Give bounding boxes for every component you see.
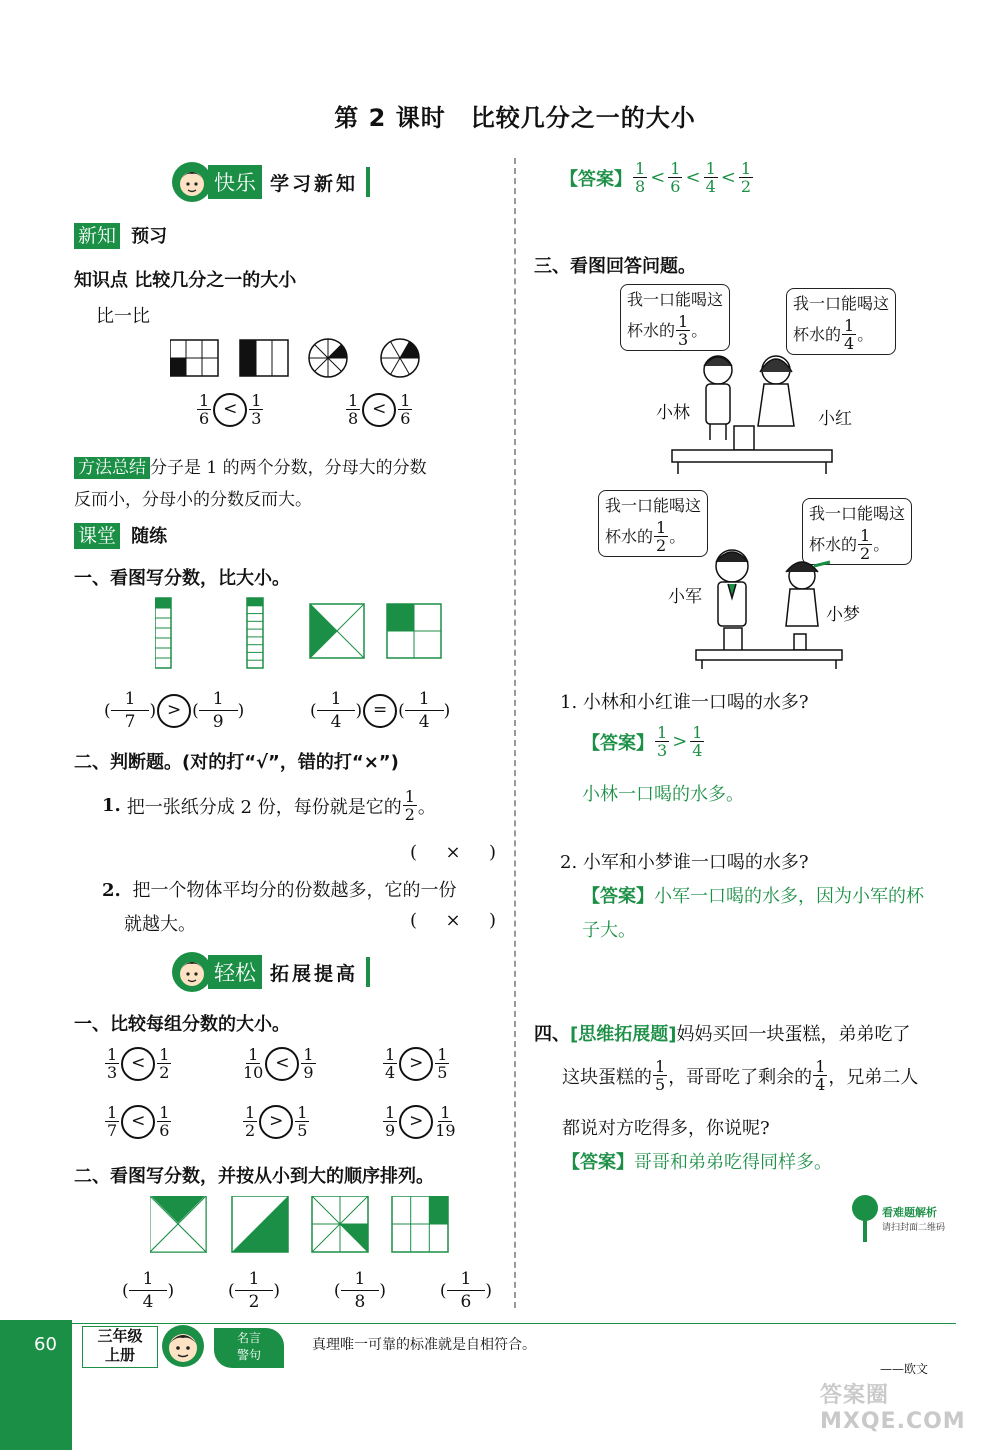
rect-thirds-icon bbox=[240, 340, 288, 376]
circle-eighths-icon bbox=[309, 339, 347, 377]
compare-symbol: < bbox=[213, 393, 247, 427]
bar-sevenths-icon bbox=[155, 598, 171, 668]
q2-item-2-cont: 就越大。 bbox=[124, 914, 196, 935]
q2-item-2: 2. 把一个物体平均分的份数越多，它的一份 bbox=[102, 880, 457, 901]
q3-title: 一、比较每组分数的大小。 bbox=[74, 1014, 290, 1035]
section-tag: 课堂 bbox=[74, 523, 120, 549]
small-cup-icon bbox=[794, 634, 806, 650]
column-divider bbox=[514, 158, 516, 1308]
motto-badge: 名言 警句 bbox=[214, 1328, 284, 1368]
q1-figures bbox=[155, 596, 455, 672]
girl-xiaohong-icon bbox=[758, 356, 794, 426]
method-summary: 方法总结 分子是 1 的两个分数，分母大的分数 反而小，分母小的分数反而大。 bbox=[74, 458, 427, 510]
name-xiaomeng: 小梦 bbox=[826, 605, 860, 625]
cup-icon bbox=[734, 426, 754, 450]
section-label: 预习 bbox=[131, 226, 168, 247]
speech-bubble-xiaolin: 我一口能喝这 杯水的 $\frac{1}{3}$ 。 bbox=[620, 284, 730, 351]
girl-xiaomeng-icon bbox=[786, 562, 830, 626]
banner-extend bbox=[172, 950, 370, 994]
section-label: 随练 bbox=[131, 526, 168, 547]
q4-figures bbox=[150, 1196, 455, 1254]
square-half-icon bbox=[232, 1196, 288, 1252]
grade-box: 三年级 上册 bbox=[82, 1326, 158, 1368]
footer-avatar-icon bbox=[160, 1324, 206, 1372]
scene2-illustration bbox=[690, 542, 846, 670]
banner-bar bbox=[366, 957, 370, 987]
square-diagonal-quarters-icon bbox=[310, 604, 364, 658]
q2-item-1: 1. 把一张纸分成 2 份，每份就是它的 $\frac{1}{2}$ 。 bbox=[102, 787, 436, 824]
banner-text: 拓展提高 bbox=[270, 962, 359, 985]
q1-title: 一、看图写分数，比大小。 bbox=[74, 568, 290, 589]
section-practice bbox=[74, 522, 167, 549]
q3-item: $\frac{1}{3}$ < $\frac{1}{2}$ bbox=[107, 1045, 170, 1082]
bar-ninths-icon bbox=[247, 598, 263, 668]
q3-item: $\frac{1}{2}$ > $\frac{1}{5}$ bbox=[245, 1103, 308, 1140]
rect-sixths-icon bbox=[170, 340, 218, 376]
tree-icon bbox=[850, 1188, 880, 1244]
sub2-answer: 【答案】小军一口喝的水多，因为小军的杯 bbox=[582, 886, 924, 907]
banner-text: 学习新知 bbox=[270, 172, 359, 195]
q2-title: 二、判断题。(对的打“√”，错的打“×”) bbox=[74, 752, 399, 773]
square-quarter-icon bbox=[150, 1196, 206, 1252]
q1-answer-1: ( 1 7 ) > ( 1 9 ) bbox=[104, 689, 245, 732]
banner-bar bbox=[366, 167, 370, 197]
square-eighths-icon bbox=[312, 1196, 368, 1252]
sub1-answer-text: 小林一口喝的水多。 bbox=[582, 784, 744, 805]
student-avatar-icon bbox=[172, 952, 212, 992]
sub1-answer: 【答案】 $\frac{1}{3}$ > $\frac{1}{4}$ bbox=[582, 723, 703, 760]
q4-right-line1: 四、[思维拓展题]妈妈买回一块蛋糕，弟弟吃了 bbox=[534, 1024, 911, 1045]
banner-tag: 轻松 bbox=[208, 955, 262, 989]
square-grid-quarters-icon bbox=[387, 604, 441, 658]
compare-symbol: > bbox=[157, 694, 191, 728]
page-title: 第 2 课时 比较几分之一的大小 bbox=[334, 104, 696, 132]
name-xiaohong: 小红 bbox=[818, 409, 852, 429]
q2-answer-1: ( × ) bbox=[410, 842, 496, 863]
knowledge-point: 知识点 比较几分之一的大小 bbox=[74, 270, 297, 291]
q3-item: $\frac{1}{4}$ > $\frac{1}{5}$ bbox=[385, 1045, 448, 1082]
q4-right-line3: 都说对方吃得多，你说呢? bbox=[562, 1118, 770, 1139]
q4-right-answer: 【答案】哥哥和弟弟吃得同样多。 bbox=[562, 1152, 832, 1173]
page-number: 60 bbox=[34, 1334, 57, 1355]
section-tag: 新知 bbox=[74, 223, 120, 249]
q4-title: 二、看图写分数，并按从小到大的顺序排列。 bbox=[74, 1166, 434, 1187]
table-icon bbox=[696, 650, 842, 669]
name-xiaolin: 小林 bbox=[656, 403, 690, 423]
banner-happy-learning bbox=[172, 160, 370, 204]
table-icon bbox=[672, 450, 832, 474]
name-xiaojun: 小军 bbox=[668, 587, 702, 607]
footer-author: ——欧文 bbox=[880, 1362, 929, 1376]
qr-hint: 看难题解析 请扫封面二维码 bbox=[850, 1188, 960, 1244]
banner-tag: 快乐 bbox=[208, 165, 262, 199]
q1-answer-2: ( 1 4 ) = ( 1 4 ) bbox=[310, 689, 451, 732]
watermark: 答案圈 MXQE.COM bbox=[820, 1383, 966, 1434]
speech-bubble-xiaojun: 我一口能喝这 杯水的 $\frac{1}{2}$ 。 bbox=[598, 490, 708, 557]
q2-answer-2: ( × ) bbox=[410, 910, 496, 931]
student-avatar-icon bbox=[172, 162, 212, 202]
q3-item: $\frac{1}{9}$ > $\frac{1}{19}$ bbox=[385, 1103, 456, 1140]
q3-item: $\frac{1}{7}$ < $\frac{1}{6}$ bbox=[107, 1103, 170, 1140]
q4-right-line2: 这块蛋糕的 $\frac{1}{5}$ ，哥哥吃了剩余的 $\frac{1}{4}$ ，兄弟二人 bbox=[562, 1057, 919, 1094]
grid-sixths-icon bbox=[392, 1196, 448, 1252]
big-cup-icon bbox=[724, 628, 742, 652]
sub2-answer-cont: 子大。 bbox=[582, 920, 636, 941]
compare-symbol: = bbox=[363, 694, 397, 728]
order-answer: 【答案】 $\frac{1}{8}$ < $\frac{1}{6}$ < $\frac{1}{4}$ < $\frac{1}{2}$ bbox=[560, 159, 752, 196]
compare-label: 比一比 bbox=[96, 306, 150, 327]
footer-quote: 真理唯一可靠的标准就是自相符合。 bbox=[312, 1337, 536, 1353]
q3-right-title: 三、看图回答问题。 bbox=[534, 256, 696, 277]
circle-sixths-icon bbox=[381, 339, 419, 377]
preview-figures bbox=[170, 338, 430, 378]
speech-bubble-xiaomeng: 我一口能喝这 杯水的 $\frac{1}{2}$ 。 bbox=[802, 498, 912, 565]
sub-question-1: 1. 小林和小红谁一口喝的水多? bbox=[560, 692, 809, 713]
q4-answers: ( 1 4 ) ( 1 2 ) ( 1 8 ) ( 1 6 ) bbox=[122, 1269, 492, 1312]
boy-xiaolin-icon bbox=[704, 356, 732, 440]
compare-symbol: < bbox=[362, 393, 396, 427]
compare-pair-2: $\frac{1}{8}$ < $\frac{1}{6}$ bbox=[348, 391, 411, 428]
compare-pair-1: $\frac{1}{6}$ < $\frac{1}{3}$ bbox=[199, 391, 262, 428]
q3-item: $\frac{1}{10}$ < $\frac{1}{9}$ bbox=[243, 1045, 314, 1082]
sub-question-2: 2. 小军和小梦谁一口喝的水多? bbox=[560, 852, 809, 873]
section-preview bbox=[74, 222, 167, 249]
speech-bubble-xiaohong: 我一口能喝这 杯水的 $\frac{1}{4}$ 。 bbox=[786, 288, 896, 355]
method-tag: 方法总结 bbox=[74, 457, 150, 479]
boy-xiaojun-icon bbox=[716, 550, 748, 626]
